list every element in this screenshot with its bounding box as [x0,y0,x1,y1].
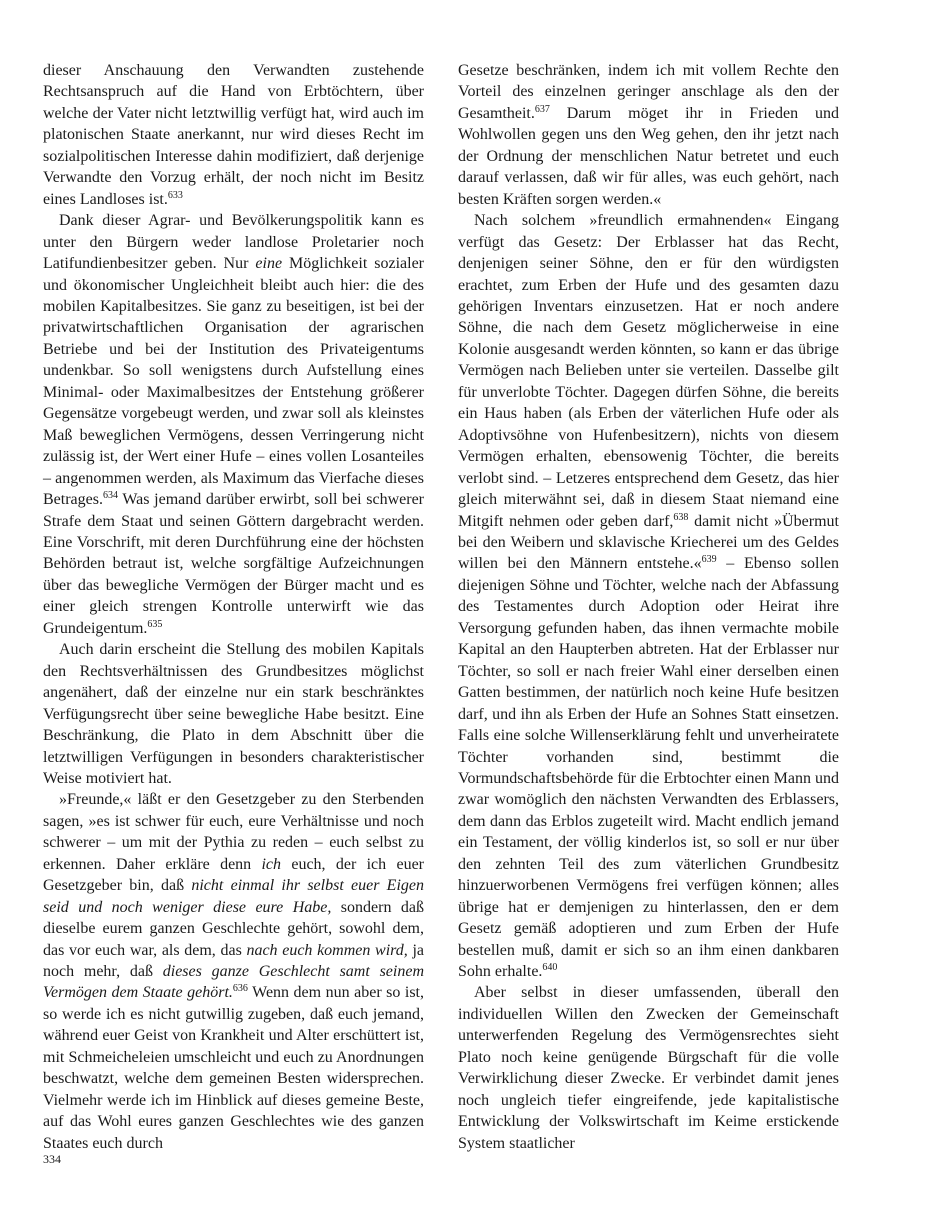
emphasis: ich [261,855,282,873]
paragraph [43,210,424,639]
footnote-ref: 633 [167,189,183,201]
text-run: dieser Anschauung den Verwandten zustehende Rechtsanspruch auf die Hand von Erbtöchtern, über welche der Vater nicht letztwillig verfügt hat, wird auch im platonischen Staate anerkannt, nur wird dieses Recht im sozialpolitischen Interesse dahin modifiziert, daß derjenige Verwandte den Vorzug erhält, der noch nicht im Besitz eines Landloses ist. [43,62,424,208]
text-run: damit nicht »Übermut bei den Weibern und sklavische Kriecherei um des Geldes willen bei den Männern entstehe.« [458,512,840,573]
left-column [43,60,424,1154]
text-run: euch, der ich euer Gesetzgeber bin, daß [43,855,424,895]
text-run: – Ebenso sollen diejenigen Söhne und Töchter, welche nach der Abfassung des Testamentes durch Adoption oder Heirat ihre Versorgung gefunden haben, das ihnen vermachte mobile Kapital an den Haupterben abtreten. Hat der Erblasser nur Töchter, so soll er nach freier Wahl einer derselben einen Gatten bestimmen, der natürlich noch keine Hufe besitzen darf, und ihn als Erben der Hufe an Sohnes Statt einsetzen. Falls eine solche Willenserklärung fehlt und unverheiratete Töchter vorhanden sind, bestimmt die Vormundschaftsbehörde für die Erbtochter einen Mann und zwar womöglich den nächsten Verwandten des Erblassers, dem dann das Erblos zugeteilt wird. Macht endlich jemand ein Testament, der völlig kinderlos ist, so soll er nur über den zehnten Teil des zum väterlichen Grundbesitz hinzuerworbenen Vermögens frei verfügen können; alles übrige hat er demjenigen zu hinterlassen, den er dem Gesetz gemäß adoptieren und zum Erben der Hufe bestellen muß, damit er sich so an ihm einen dankbaren Sohn erhalte. [458,555,839,981]
emphasis: nicht einmal ihr selbst euer Eigen seid und noch weniger diese eure Habe, [43,877,425,916]
text-run: Darum möget ihr in Frieden und Wohlwollen gegen uns den Weg gehen, den ihr jetzt nach der Ordnung der menschlichen Natur betretet und euch darauf verlassen, daß wir für alles, was euch gehört, nach besten Kräften sorgen werden.« [458,104,839,208]
right-column [458,60,839,1154]
paragraph [458,210,839,982]
emphasis: eine [255,255,283,273]
text-run: Dank dieser Agrar- und Bevölkerungspolitik kann es unter den Bürgern weder landlose Proletarier noch Latifundienbesitzer geben. Nur [43,212,424,273]
text-run: Wenn dem nun aber so ist, so werde ich es nicht gutwillig zugeben, daß euch jemand, während euer Geist von Krankheit und Alter erschüttert ist, mit Schmeicheleien umschleicht und euch zu Anordnungen beschwatzt, welche dem gemeinen Besten widersprechen. Vielmehr werde ich im Hinblick auf dieses gemeine Beste, auf das Wohl eures ganzen Geschlechtes wie des ganzen Staates euch durch [43,984,424,1152]
text-run: Möglichkeit sozialer und ökonomischer Ungleichheit bleibt auch hier: die des mobilen Kapitalbesitzes. Sie ganz zu beseitigen, ist bei der privatwirtschaftlichen Organisation der agrarischen Betriebe und bei der Institution des Privateigentums undenkbar. So soll wenigstens durch Aufstellung eines Minimal- oder Maximalbesitzes der Entstehung größerer Gegensätze vorgebeugt werden, und zwar soll als kleinstes Maß beweglichen Vermögens, dessen Verringerung nicht zulässig ist, der Wert einer Hufe – eines vollen Losanteiles – angenommen werden, als Maximum das Vierfache dieses Betrages. [43,255,424,509]
footnote-ref: 634 [102,490,118,502]
paragraph: Aber selbst in dieser umfassenden, überall den individuellen Willen den Zwecken der Gemeinschaft unterwerfenden Regelung des Vermögensrechtes sieht Plato noch keine genügende Bürgschaft für die volle Verwirklichung dieser Zwecke. Er verbindet damit jenes noch ungleich tiefer eingreifende, jede kapitalistische Entwicklung der Volkswirtschaft im Keime erstickende System staatlicher [458,984,839,1152]
text-run: Nach solchem »freundlich ermahnenden« Eingang verfügt das Gesetz: Der Erblasser hat das Recht, denjenigen seiner Söhne, den er für den würdigsten erachtet, zum Erben der Hufe und des gesamten dazu gehörigen Inventars einzusetzen. Hat er noch andere Söhne, die nach dem Gesetz möglicherweise in eine Kolonie ausgesandt werden könnten, so kann er das übrige Vermögen nach Belieben unter sie verteilen. Dasselbe gilt für unverlobte Töchter. Dagegen dürfen Söhne, die bereits ein Haus haben (als Erben der väterlichen Hufe oder als Adoptivsöhne von Hufenbesitzern), nichts von diesem Vermögen erhalten, ebensowenig Töchter, die bereits verlobt sind. – Letzeres entsprechend dem Gesetz, das hier gleich miterwähnt sei, daß in diesem Staat niemand eine Mitgift nehmen oder geben darf, [458,212,839,530]
emphasis: dieses ganze Geschlecht samt seinem Vermögen dem Staate gehört. [43,963,424,1002]
paragraph [458,60,839,210]
page-number: 334 [43,1152,61,1166]
footnote-ref: 637 [534,103,550,115]
footnote-ref: 636 [232,983,248,995]
footnote-ref: 639 [701,554,717,566]
paragraph: Auch darin erscheint die Stellung des mobilen Kapitals den Rechtsverhältnissen des Grundbesitzes möglichst angenähert, daß der einzelne nur ein stark beschränktes Verfügungsrecht über seine bewegliche Habe besitzt. Eine Beschränkung, die Plato in dem Abschnitt über die letztwilligen Verfügungen in besonders charakteristischer Weise motiviert hat. [43,641,424,787]
text-run: Gesetze beschränken, indem ich mit vollem Rechte den Vorteil des einzelnen geringer anschlage als den der Gesamtheit. [458,62,839,122]
footnote-ref: 638 [673,511,689,523]
text-run: »Freunde,« läßt er den Gesetzgeber zu den Sterbenden sagen, »es ist schwer für euch, eure Verhältnisse und noch schwerer – um mit der Pythia zu reden – euch selbst zu erkennen. Daher erkläre denn [43,791,424,873]
footnote-ref: 640 [542,962,558,974]
emphasis: nach euch kommen wird, [246,941,408,959]
text-run: sondern daß dieselbe eurem ganzen Geschlechte gehört, sowohl dem, das vor euch war, als dem, das [43,898,424,959]
footnote-ref: 635 [147,618,163,630]
text-run: Was jemand darüber erwirbt, soll bei schwerer Strafe dem Staat und seinen Göttern dargebracht werden. Eine Vorschrift, mit deren Durchführung eine der höchsten Behörden betraut ist, welche sorgfältige Aufzeichnungen über das bewegliche Vermögen der Bürger macht und es einer gleich strengen Kontrolle unterwirft wie das Grundeigentum. [43,491,424,637]
text-run: ja noch mehr, daß [43,941,424,981]
paragraph [43,789,424,1154]
paragraph [43,60,424,210]
